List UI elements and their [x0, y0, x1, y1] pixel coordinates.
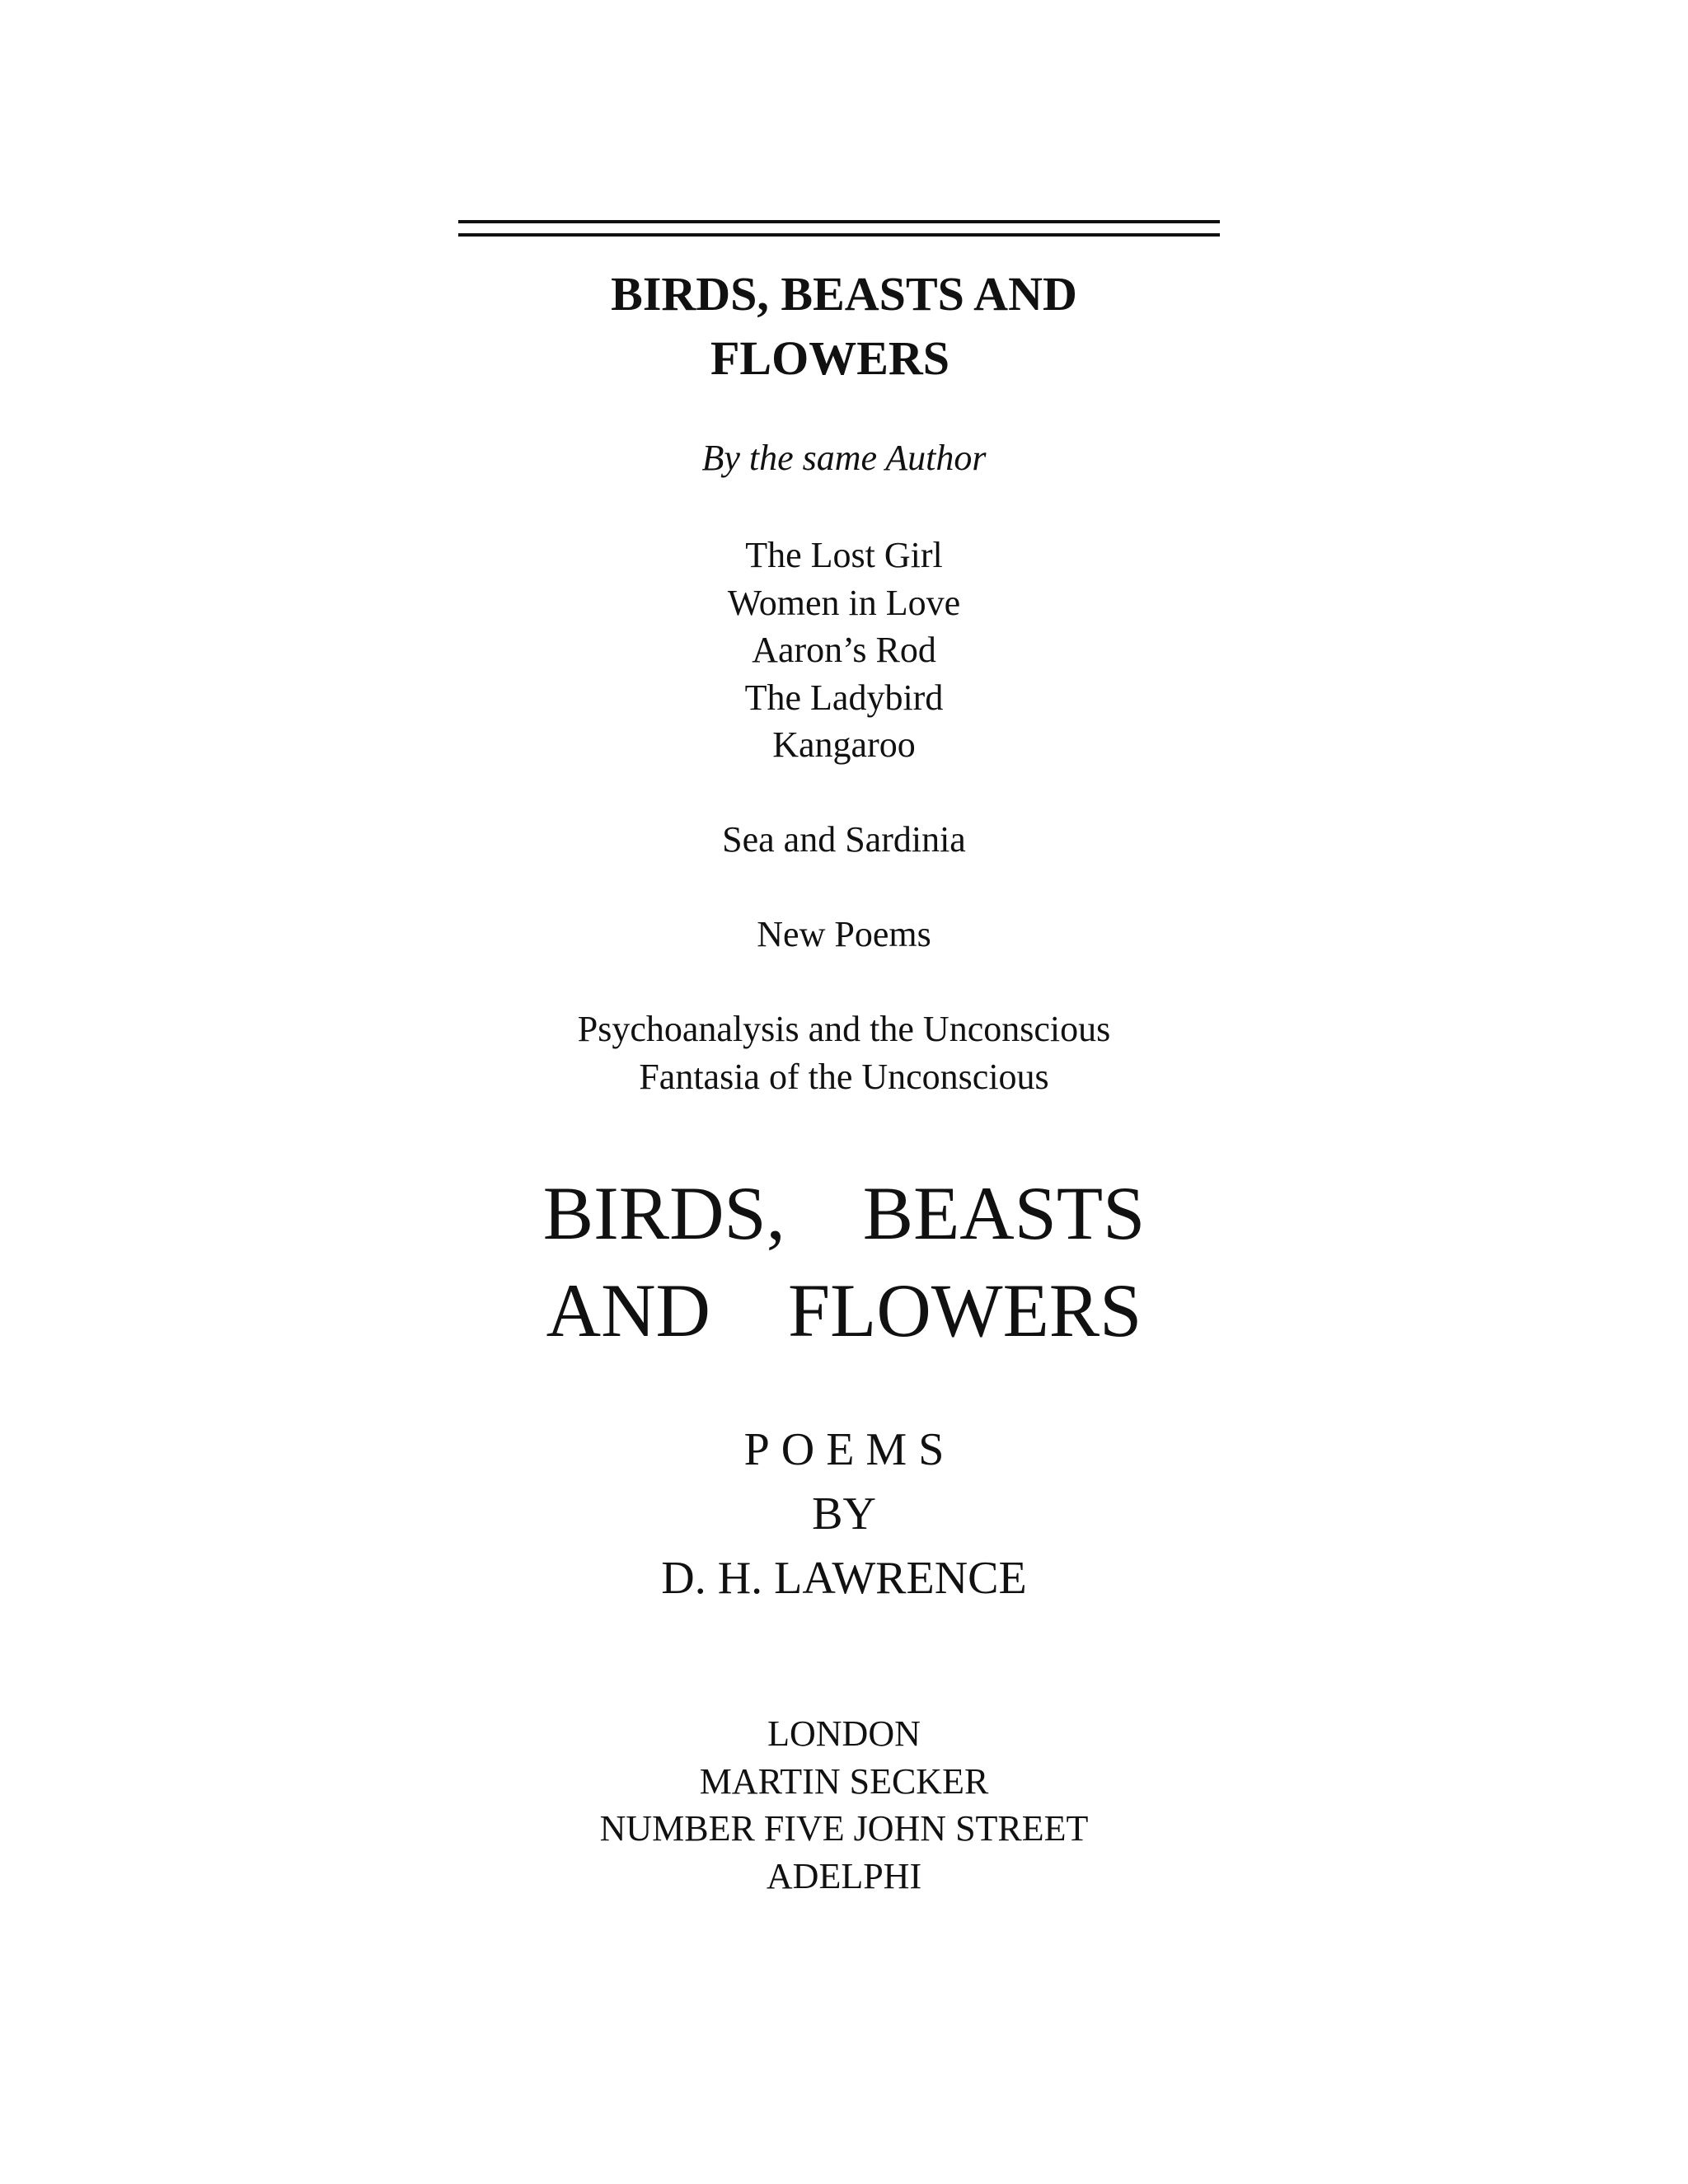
- imprint-line: ADELPHI: [766, 1855, 922, 1896]
- half-title: [0, 262, 1688, 391]
- top-rule-upper: [458, 220, 1220, 223]
- half-title-line-2: FLOWERS: [710, 331, 950, 385]
- imprint-line: LONDON: [767, 1713, 921, 1754]
- half-title-line-1: BIRDS, BEASTS AND: [611, 267, 1077, 321]
- imprint-line: NUMBER FIVE JOHN STREET: [599, 1808, 1089, 1849]
- same-author-caption: By the same Author: [701, 438, 987, 478]
- by-label: BY: [812, 1488, 876, 1540]
- main-title-line-2: AND FLOWERS: [546, 1268, 1142, 1352]
- list-item: The Lost Girl: [745, 535, 943, 575]
- list-item: Psychoanalysis and the Unconscious: [577, 1009, 1111, 1049]
- imprint-line: MARTIN SECKER: [699, 1760, 989, 1802]
- main-title-line-1: BIRDS, BEASTS: [542, 1171, 1146, 1255]
- list-item: The Ladybird: [744, 677, 944, 718]
- list-item: Kangaroo: [772, 724, 916, 765]
- author-name: D. H. LAWRENCE: [661, 1553, 1027, 1604]
- works-poetry-list: [0, 911, 1688, 958]
- list-item: Aaron’s Rod: [752, 630, 936, 670]
- poems-label: POEMS: [743, 1424, 956, 1475]
- list-item: Sea and Sardinia: [722, 819, 966, 860]
- list-item: New Poems: [757, 914, 931, 954]
- publisher-imprint: [0, 1710, 1688, 1900]
- subtitle-block: [0, 1418, 1688, 1610]
- list-item: Women in Love: [727, 582, 961, 623]
- works-travel-list: [0, 816, 1688, 864]
- list-item: Fantasia of the Unconscious: [639, 1056, 1049, 1097]
- works-novels-list: [0, 532, 1688, 769]
- main-title: [0, 1165, 1688, 1359]
- works-essays-list: [0, 1005, 1688, 1100]
- top-rule-lower: [458, 233, 1220, 237]
